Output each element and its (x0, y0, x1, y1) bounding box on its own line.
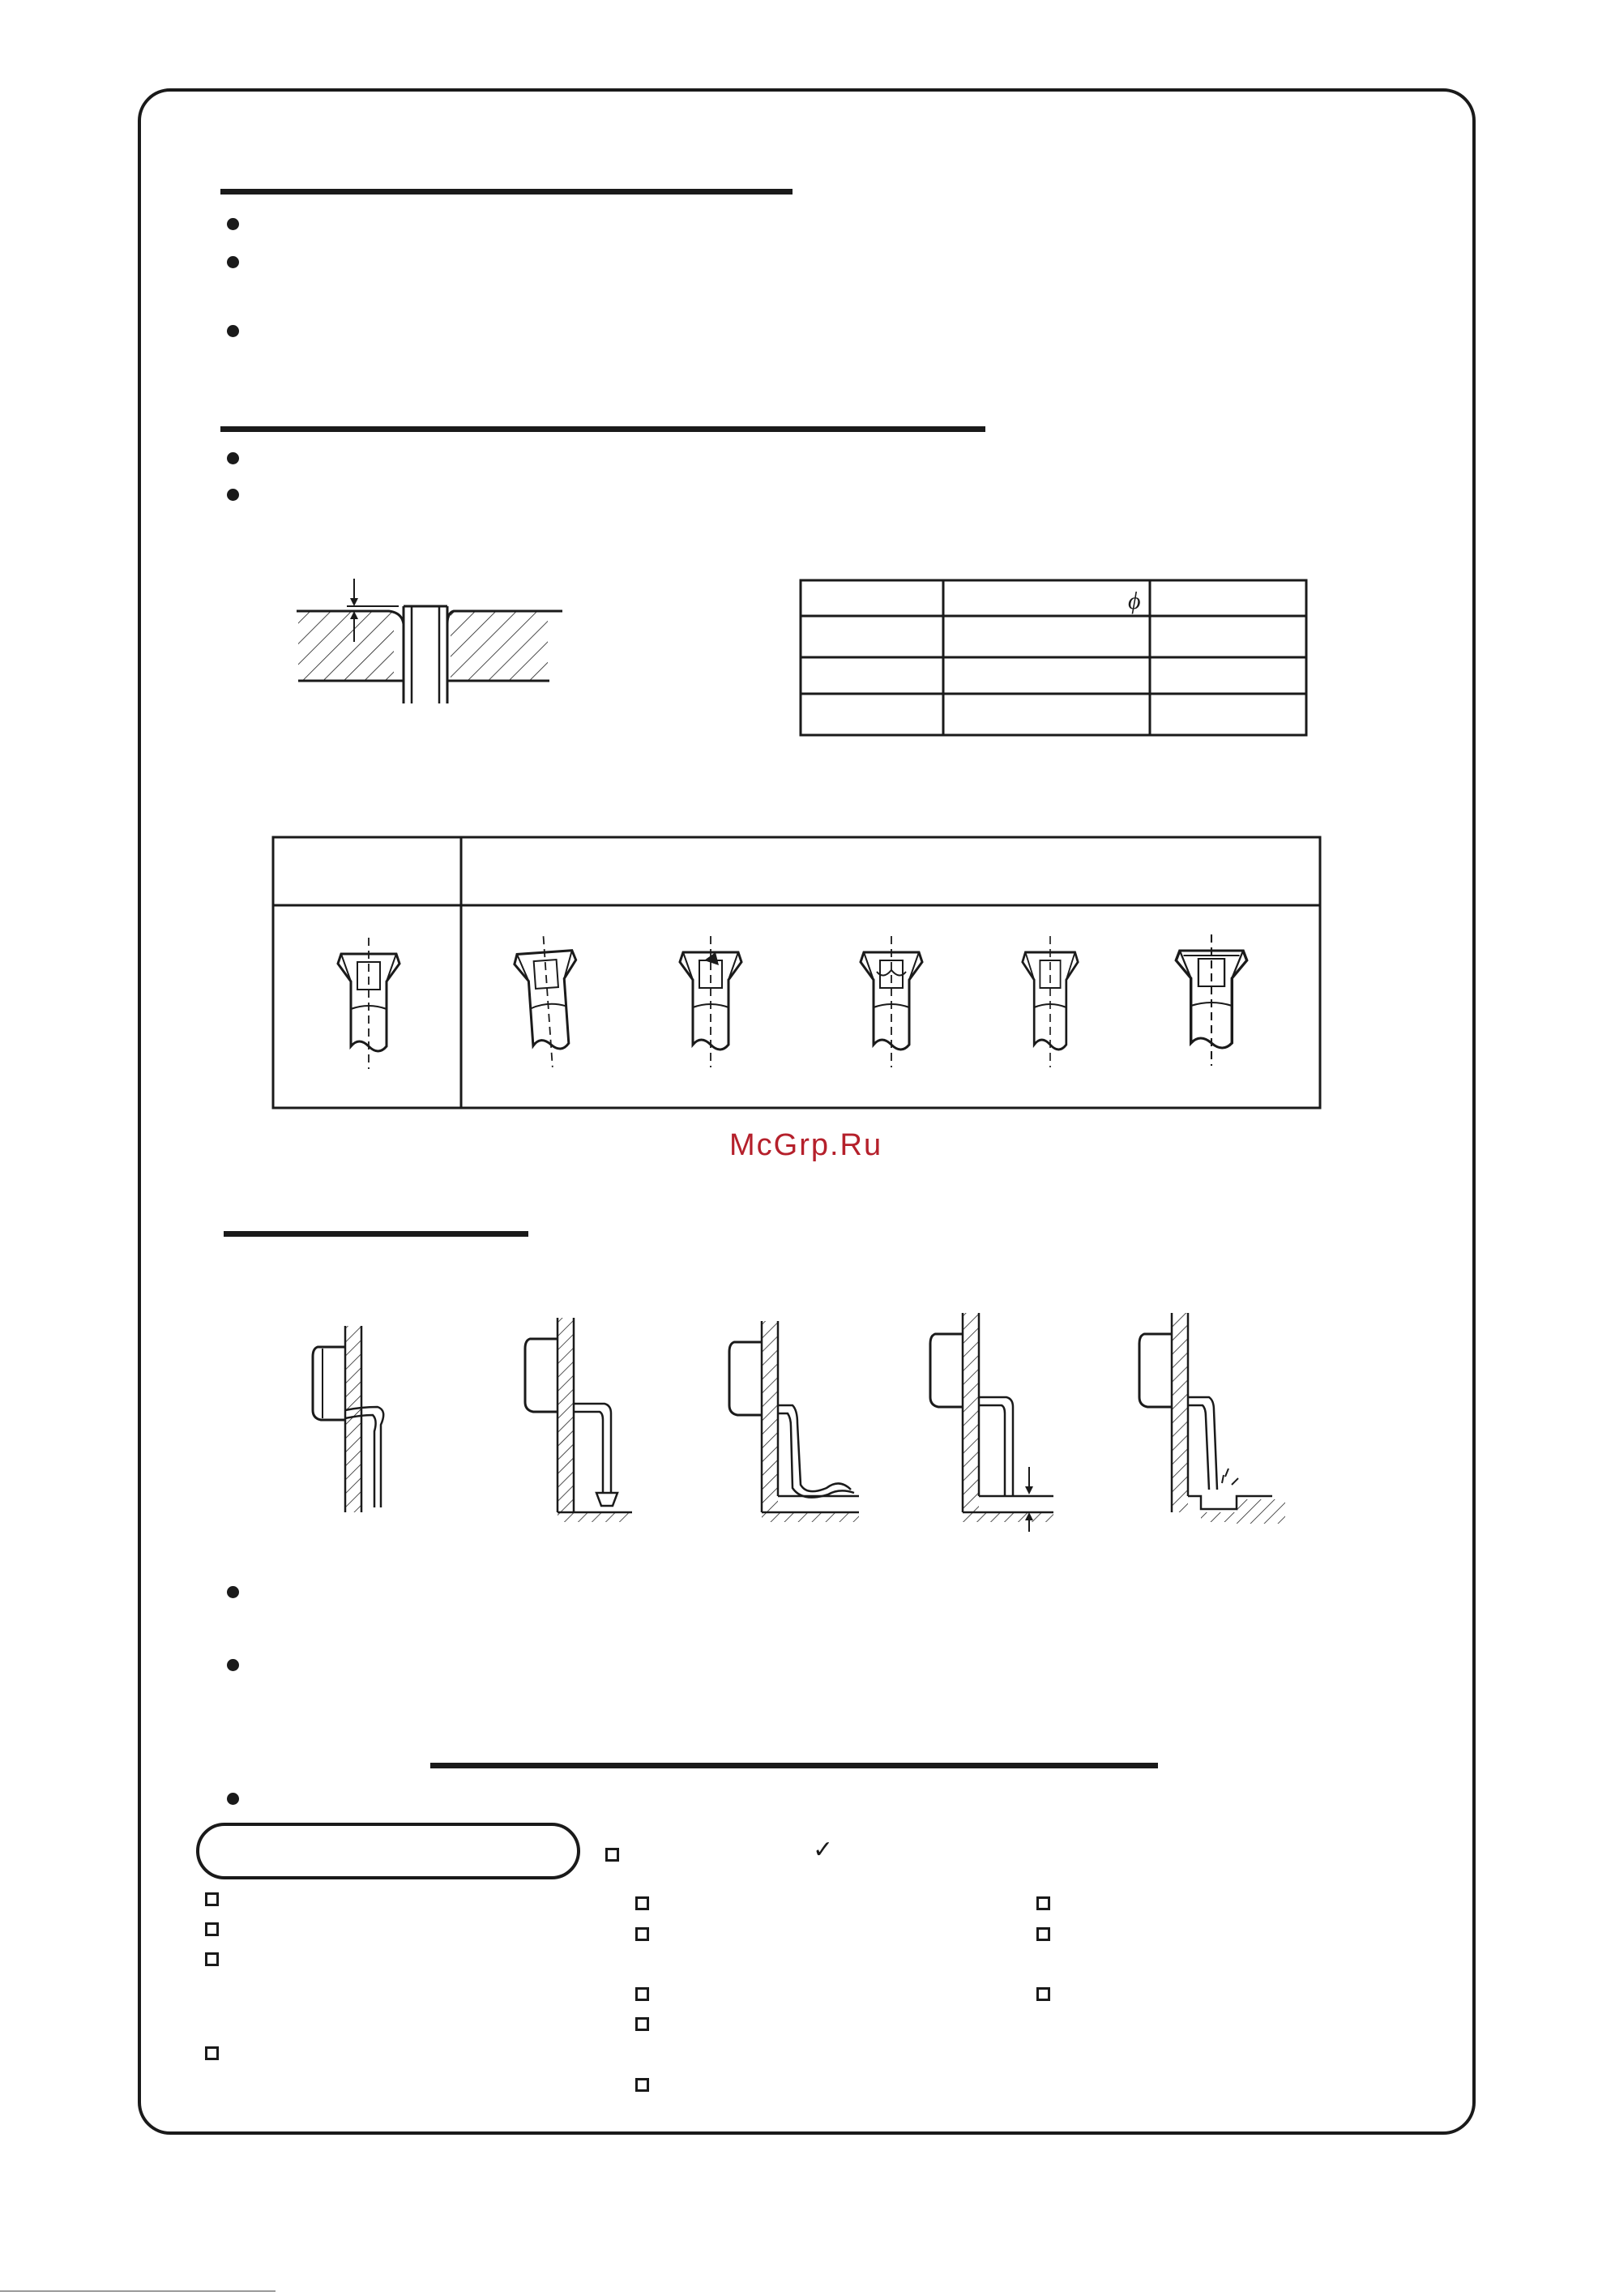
bullet-icon (227, 1659, 239, 1671)
bullet-icon (227, 325, 239, 337)
flare-size-table (799, 579, 1308, 738)
incorrect-flare-tilted-icon (513, 934, 583, 1070)
checklist-checkbox[interactable] (205, 1952, 219, 1966)
incorrect-flare-cracked-icon (861, 936, 922, 1067)
checklist-checkbox[interactable] (635, 2078, 649, 2092)
footer-strip (0, 2290, 276, 2292)
drain-figure-2 (525, 1318, 632, 1522)
checklist-checkbox[interactable] (635, 2017, 649, 2031)
bullet-icon (227, 452, 239, 464)
watermark: McGrp.Ru (729, 1128, 883, 1162)
drain-figure-3 (729, 1321, 859, 1522)
bullet-icon (227, 218, 239, 230)
section-4-heading-rule (430, 1763, 1158, 1768)
correct-flare-icon (338, 938, 399, 1069)
diameter-symbol: ϕ (1128, 588, 1141, 614)
checklist-checkbox[interactable] (1036, 1987, 1050, 2001)
checklist-checkbox[interactable] (1036, 1927, 1050, 1941)
bullet-icon (227, 489, 239, 501)
flare-cross-section-figure (292, 567, 575, 713)
checklist-checkbox[interactable] (635, 1987, 649, 2001)
checklist-checkbox[interactable] (635, 1927, 649, 1941)
section-2-heading-rule (220, 426, 985, 432)
check-mark-icon: ✓ (813, 1836, 834, 1864)
bullet-icon (227, 1586, 239, 1598)
incorrect-flare-too-wide-icon (1176, 934, 1246, 1066)
checklist-checkbox[interactable] (205, 1922, 219, 1936)
drain-figure-1 (313, 1326, 383, 1512)
incorrect-flare-damaged-icon (680, 936, 741, 1067)
checklist-checkbox[interactable] (605, 1848, 619, 1862)
checklist-heading-pill (196, 1823, 580, 1879)
checklist-checkbox[interactable] (205, 1892, 219, 1906)
drain-figure-4 (930, 1313, 1053, 1532)
incorrect-flare-uneven-icon (1023, 936, 1078, 1067)
bullet-icon (227, 1793, 239, 1805)
drain-figure-5 (1139, 1313, 1285, 1524)
flare-inspection-table (271, 836, 1322, 1111)
section-3-heading-rule (224, 1231, 528, 1237)
checklist-checkbox[interactable] (635, 1896, 649, 1910)
checklist-checkbox[interactable] (1036, 1896, 1050, 1910)
checklist-checkbox[interactable] (205, 2046, 219, 2060)
bullet-icon (227, 256, 239, 268)
drain-hose-installation-figures (300, 1305, 1288, 1540)
section-1-heading-rule (220, 189, 793, 195)
